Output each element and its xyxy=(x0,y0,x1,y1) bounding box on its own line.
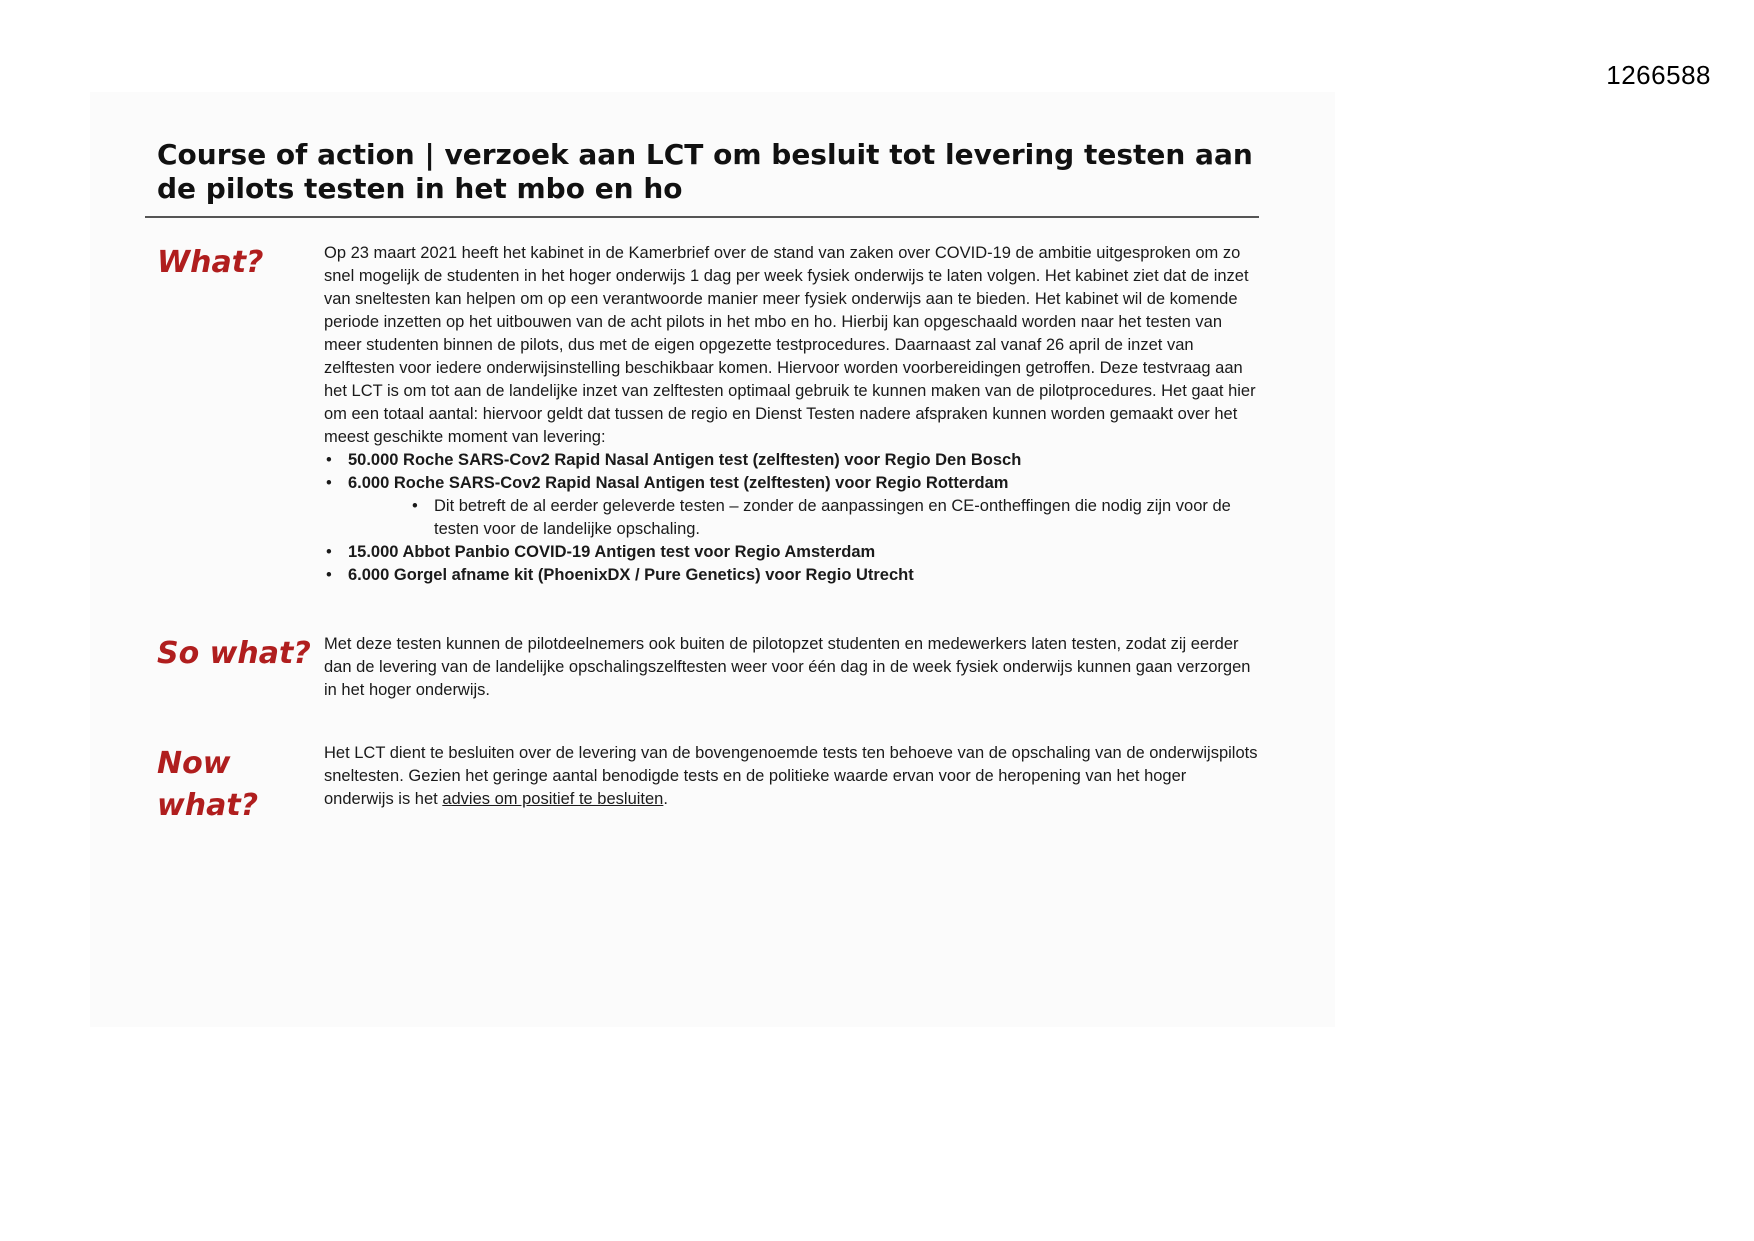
title-divider xyxy=(145,216,1259,218)
list-item xyxy=(324,472,1259,541)
so-what-section xyxy=(324,633,1259,702)
list-item-label: 6.000 Roche SARS-Cov2 Rapid Nasal Antigen test (zelftesten) voor Regio Rotterdam xyxy=(348,474,1009,492)
page-title: Course of action | verzoek aan LCT om besluit tot levering testen aan de pilots testen in het mbo en ho xyxy=(157,138,1253,205)
sub-list xyxy=(348,495,1259,541)
list-item: • 6.000 Gorgel afname kit (PhoenixDX / Pure Genetics) voor Regio Utrecht xyxy=(324,564,1259,587)
now-what-label xyxy=(157,743,258,827)
now-what-text xyxy=(324,742,1259,811)
list-item: • 50.000 Roche SARS-Cov2 Rapid Nasal Antigen test (zelftesten) voor Regio Den Bosch xyxy=(324,449,1259,472)
now-what-label-line1: Now xyxy=(157,746,231,781)
what-intro: Op 23 maart 2021 heeft het kabinet in de Kamerbrief over de stand van zaken over COVID-19 de ambitie uitgesproken om zo snel mogelijk de studenten in het hoger onderwijs 1 dag per week fysiek onderwijs te laten volgen. Het kabinet ziet dat de inzet van sneltesten kan helpen om op een verantwoorde manier meer fysiek onderwijs aan te bieden. Het kabinet wil de komende periode inzetten op het uitbouwen van de acht pilots in het mbo en ho. Hierbij kan opgeschaald worden naar het testen van meer studenten binnen de pilots, dus met de eigen opgezette testprocedures. Daarnaast zal vanaf 26 april de inzet van zelftesten voor iedere onderwijsinstelling beschikbaar komen. Hiervoor worden voorbereidingen getroffen. Deze testvraag aan het LCT is om tot aan de landelijke inzet van zelftesten optimaal gebruik te kunnen maken van de pilotprocedures. Het gaat hier om een totaal aantal: hiervoor geldt dat tussen de regio en Dienst Testen nadere afspraken kunnen worden gemaakt over het meest geschikte moment van levering: xyxy=(324,244,1256,446)
now-what-section xyxy=(324,742,1259,811)
document-id: 1266588 xyxy=(1606,60,1711,90)
now-what-text-main: Het LCT dient te besluiten over de levering van de bovengenoemde tests ten behoeve van de opschaling van de onderwijspilots sneltesten. Gezien het geringe aantal benodigde tests en de politieke waarde ervan voor de heropening van het hoger onderwijs is het xyxy=(324,744,1258,808)
test-list xyxy=(324,449,1259,587)
what-section xyxy=(324,242,1259,587)
advice-underlined: advies om positief te besluiten xyxy=(442,790,664,808)
what-label: What? xyxy=(157,245,264,280)
now-what-text-end: . xyxy=(663,790,668,808)
so-what-label: So what? xyxy=(157,636,311,671)
list-item: • 15.000 Abbot Panbio COVID-19 Antigen test voor Regio Amsterdam xyxy=(324,541,1259,564)
so-what-text: Met deze testen kunnen de pilotdeelnemers ook buiten de pilotopzet studenten en medewerkers laten testen, zodat zij eerder dan de levering van de landelijke opschalingszelftesten weer voor één dag in de week fysiek onderwijs kunnen gaan verzorgen in het hoger onderwijs. xyxy=(324,635,1251,699)
now-what-label-line2: what? xyxy=(157,788,259,823)
sub-list-item: • Dit betreft de al eerder geleverde testen – zonder de aanpassingen en CE-ontheffingen die nodig zijn voor de testen voor de landelijke opschaling. xyxy=(348,495,1259,541)
